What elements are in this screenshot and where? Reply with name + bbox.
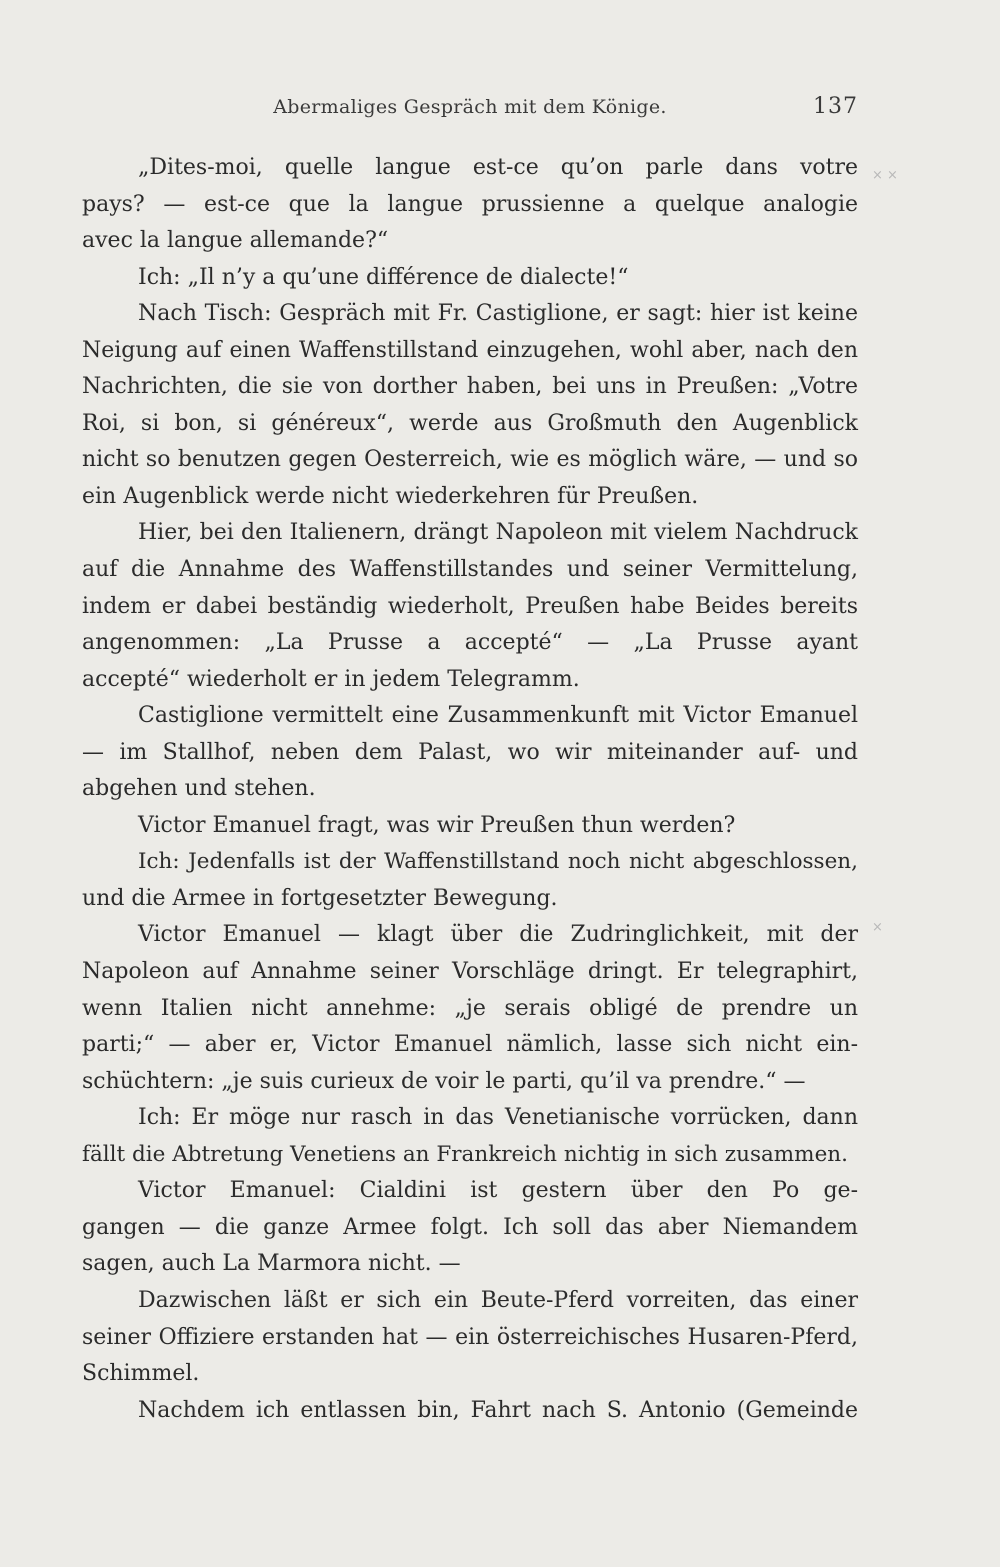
text-line: Nachdem ich entlassen bin, Fahrt nach S. Antonio (Gemeinde [138,1397,858,1423]
text-line: Ich: „Il n’y a qu’une différence de dialecte!“ [138,264,629,290]
text-line: Neigung auf einen Waffenstillstand einzugehen, wohl aber, nach den [82,337,858,363]
body-text [82,150,858,1429]
margin-mark: × × [872,168,898,183]
text-line: Roi, si bon, si généreux“, werde aus Großmuth den Augenblick [82,410,858,436]
text-line: avec la langue allemande?“ [82,228,389,254]
text-line: Victor Emanuel fragt, was wir Preußen thun werden? [138,812,736,838]
text-line: angenommen: „La Prusse a accepté“ — „La Prusse ayant [82,630,858,656]
text-line: Nachrichten, die sie von dorther haben, bei uns in Preußen: „Votre [82,374,858,400]
text-line: seiner Offiziere erstanden hat — ein österreichisches Husaren-Pferd, [82,1324,858,1350]
text-line: schüchtern: „je suis curieux de voir le parti, qu’il va prendre.“ — [82,1068,806,1094]
margin-mark: × [872,920,883,935]
text-line: Ich: Jedenfalls ist der Waffenstillstand noch nicht abgeschlossen, [138,849,858,875]
text-line: ein Augenblick werde nicht wiederkehren für Preußen. [82,483,699,509]
text-line: Hier, bei den Italienern, drängt Napoleon mit vielem Nachdruck [138,520,858,546]
text-line: Schimmel. [82,1361,200,1387]
page-number: 137 [813,94,858,119]
text-line: Ich: Er möge nur rasch in das Venetianische vorrücken, dann [138,1105,858,1131]
text-line: indem er dabei beständig wiederholt, Preußen habe Beides bereits [82,593,858,619]
running-head [82,96,858,132]
running-title: Abermaliges Gespräch mit dem Könige. [273,96,667,118]
text-line: Nach Tisch: Gespräch mit Fr. Castiglione, er sagt: hier ist keine [138,301,858,327]
text-line: pays? — est-ce que la langue prussienne a quelque analogie [82,191,858,217]
text-line: sagen, auch La Marmora nicht. — [82,1251,461,1277]
text-line: Napoleon auf Annahme seiner Vorschläge dringt. Er telegraphirt, [82,959,858,985]
text-line: — im Stallhof, neben dem Palast, wo wir miteinander auf- und [82,739,858,765]
text-line: nicht so benutzen gegen Oesterreich, wie es möglich wäre, — und so [82,447,858,473]
text-line: Victor Emanuel: Cialdini ist gestern über den Po ge- [138,1178,858,1204]
text-line: fällt die Abtretung Venetiens an Frankreich nichtig in sich zusammen. [82,1141,848,1167]
text-line: Victor Emanuel — klagt über die Zudringlichkeit, mit der [138,922,858,948]
text-line: accepté“ wiederholt er in jedem Telegramm. [82,666,580,692]
text-line: Castiglione vermittelt eine Zusammenkunft mit Victor Emanuel [138,703,858,729]
text-line: wenn Italien nicht annehme: „je serais obligé de prendre un [82,995,858,1021]
text-line: Dazwischen läßt er sich ein Beute-Pferd vorreiten, das einer [138,1287,858,1313]
text-line: parti;“ — aber er, Victor Emanuel nämlich, lasse sich nicht ein- [82,1032,858,1058]
text-line: „Dites-moi, quelle langue est-ce qu’on parle dans votre [138,155,858,180]
text-line: auf die Annahme des Waffenstillstandes und seiner Vermittelung, [82,557,858,583]
text-line: abgehen und stehen. [82,776,316,802]
text-line: gangen — die ganze Armee folgt. Ich soll das aber Niemandem [82,1214,858,1240]
text-line: und die Armee in fortgesetzter Bewegung. [82,885,558,911]
